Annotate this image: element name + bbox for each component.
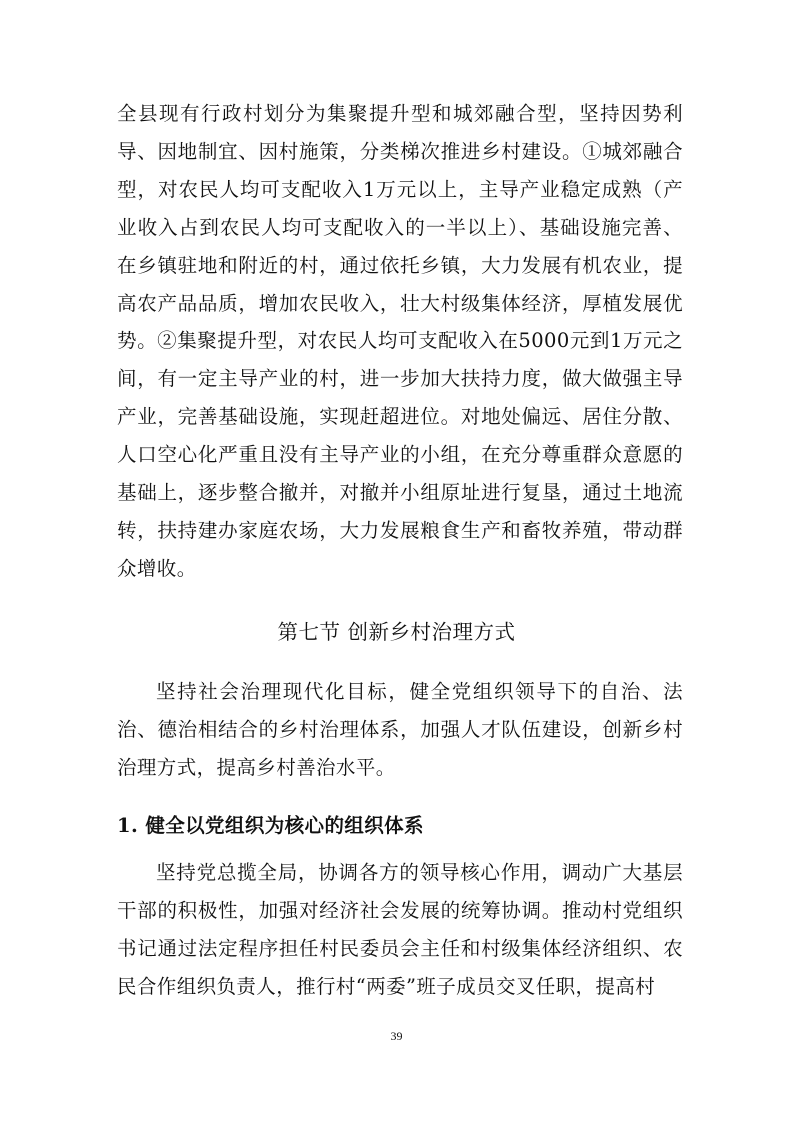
section-heading: 第七节 创新乡村治理方式	[277, 620, 516, 644]
body-paragraph: 坚持社会治理现代化目标，健全党组织领导下的自治、法治、德治相结合的乡村治理体系，加强人才队伍建设，创新乡村治理方式，提高乡村善治水平。	[117, 680, 683, 779]
body-paragraph: 全县现有行政村划分为集聚提升型和城郊融合型，坚持因势利导、因地制宜、因村施策，分类梯次推进乡村建设。①城郊融合型，对农民人均可支配收入1万元以上，主导产业稳定成熟（产业收入占到农民人均可支配收入的一半以上）、基础设施完善、在乡镇驻地和附近的村，通过依托乡镇，大力发展有机农业，提高农产品品质，增加农民收入，壮大村级集体经济，厚植发展优势。②集聚提升型，对农民人均可支配收入在5000元到1万元之间，有一定主导产业的村，进一步加大扶持力度，做大做强主导产业，完善基础设施，实现赶超进位。对地处偏远、居住分散、人口空心化严重且没有主导产业的小组，在充分尊重群众意愿的基础上，逐步整合撤并，对撤并小组原址进行复垦，通过土地流转，扶持建办家庭农场，大力发展粮食生产和畜牧养殖，带动群众增收。	[117, 102, 683, 580]
page-number: 39	[390, 1029, 403, 1043]
body-paragraph: 坚持党总揽全局，协调各方的领导核心作用，调动广大基层干部的积极性，加强对经济社会发展的统筹协调。推动村党组织书记通过法定程序担任村民委员会主任和村级集体经济组织、农民合作组织负责人，推行村“两委”班子成员交叉任职，提高村	[117, 861, 683, 998]
subsection-heading: 1. 健全以党组织为核心的组织体系	[117, 814, 424, 837]
